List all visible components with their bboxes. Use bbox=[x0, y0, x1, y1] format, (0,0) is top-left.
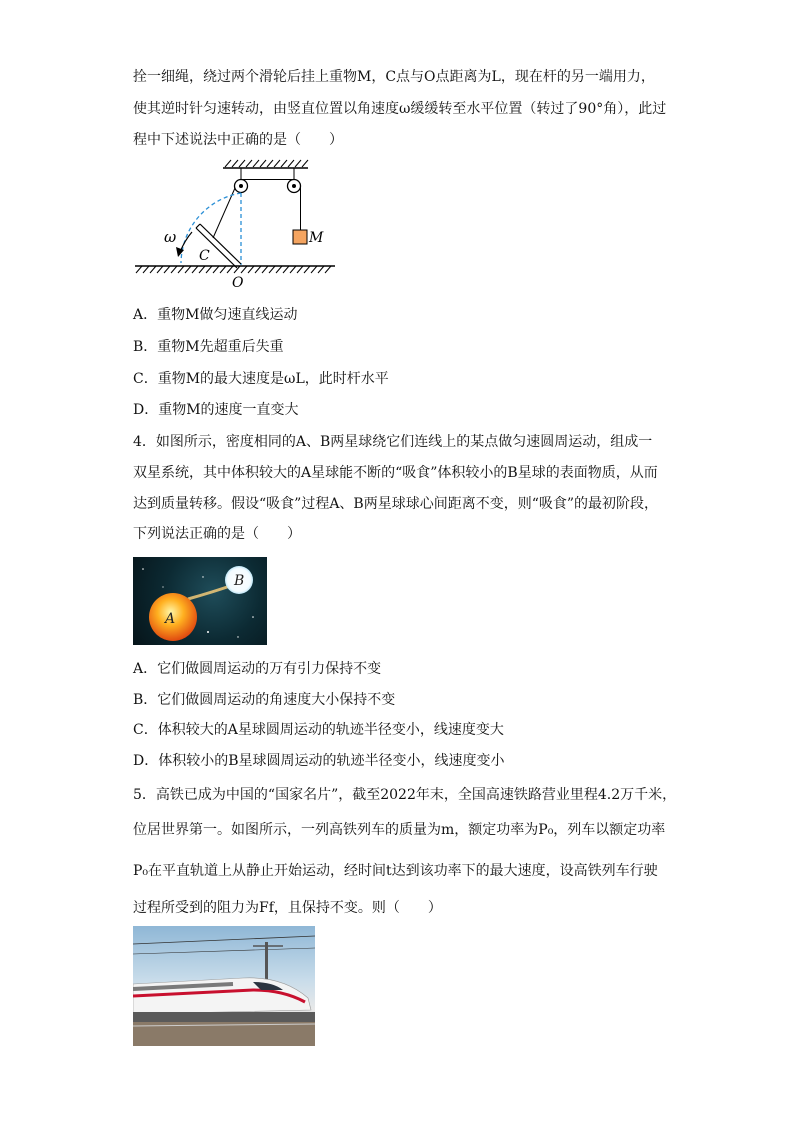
omega-label: ω bbox=[164, 228, 177, 246]
intro-line-3: 程中下述说法中正确的是（ ） bbox=[133, 132, 343, 148]
q3-option-c: C．重物M的最大速度是ωL，此时杆水平 bbox=[133, 371, 389, 387]
q4-option-d: D．体积较小的B星球圆周运动的轨迹半径变小，线速度变小 bbox=[133, 753, 505, 769]
q3-option-d: D．重物M的速度一直变大 bbox=[133, 402, 299, 418]
star-b-label: B bbox=[234, 573, 245, 589]
intro-line-2: 使其逆时针匀速转动，由竖直位置以角速度ω缓缓转至水平位置（转过了90°角），此过 bbox=[133, 101, 667, 117]
q3-option-b: B．重物M先超重后失重 bbox=[133, 339, 284, 355]
q4-option-b: B．它们做圆周运动的角速度大小保持不变 bbox=[133, 692, 396, 708]
star-a-label: A bbox=[165, 611, 176, 627]
q5-line-4: 过程所受到的阻力为Ff，且保持不变。则（ ） bbox=[133, 900, 442, 916]
q4-line-1: 4．如图所示，密度相同的A、B两星球绕它们连线上的某点做匀速圆周运动，组成一 bbox=[133, 434, 653, 450]
point-o-label: O bbox=[232, 275, 244, 290]
q4-option-c: C．体积较大的A星球圆周运动的轨迹半径变小，线速度变大 bbox=[133, 722, 504, 738]
q5-line-1: 5．高铁已成为中国的“国家名片”，截至2022年末，全国高速铁路营业里程4.2万千米， bbox=[133, 787, 677, 803]
high-speed-train-image bbox=[133, 926, 315, 1046]
q4-option-a: A．它们做圆周运动的万有引力保持不变 bbox=[133, 661, 382, 677]
point-c-label: C bbox=[199, 248, 210, 264]
mass-m-label: M bbox=[309, 230, 324, 246]
q4-line-3: 达到质量转移。假设“吸食”过程A、B两星球球心间距离不变，则“吸食”的最初阶段， bbox=[133, 496, 659, 512]
q3-option-a: A．重物M做匀速直线运动 bbox=[133, 307, 298, 323]
q4-line-2: 双星系统，其中体积较大的A星球能不断的“吸食”体积较小的B星球的表面物质，从而 bbox=[133, 465, 658, 481]
mass-block-icon bbox=[293, 230, 307, 244]
q4-line-4: 下列说法正确的是（ ） bbox=[133, 526, 301, 542]
binary-star-image bbox=[133, 557, 267, 645]
q5-line-3: P₀在平直轨道上从静止开始运动，经时间t达到该功率下的最大速度，设高铁列车行驶 bbox=[133, 863, 658, 879]
intro-line-1: 拴一细绳，绕过两个滑轮后挂上重物M，C点与O点距离为L，现在杆的另一端用力， bbox=[133, 69, 655, 85]
pulley-rod-diagram bbox=[130, 158, 340, 290]
q5-line-2: 位居世界第一。如图所示，一列高铁列车的质量为m，额定功率为P₀，列车以额定功率 bbox=[133, 822, 666, 838]
